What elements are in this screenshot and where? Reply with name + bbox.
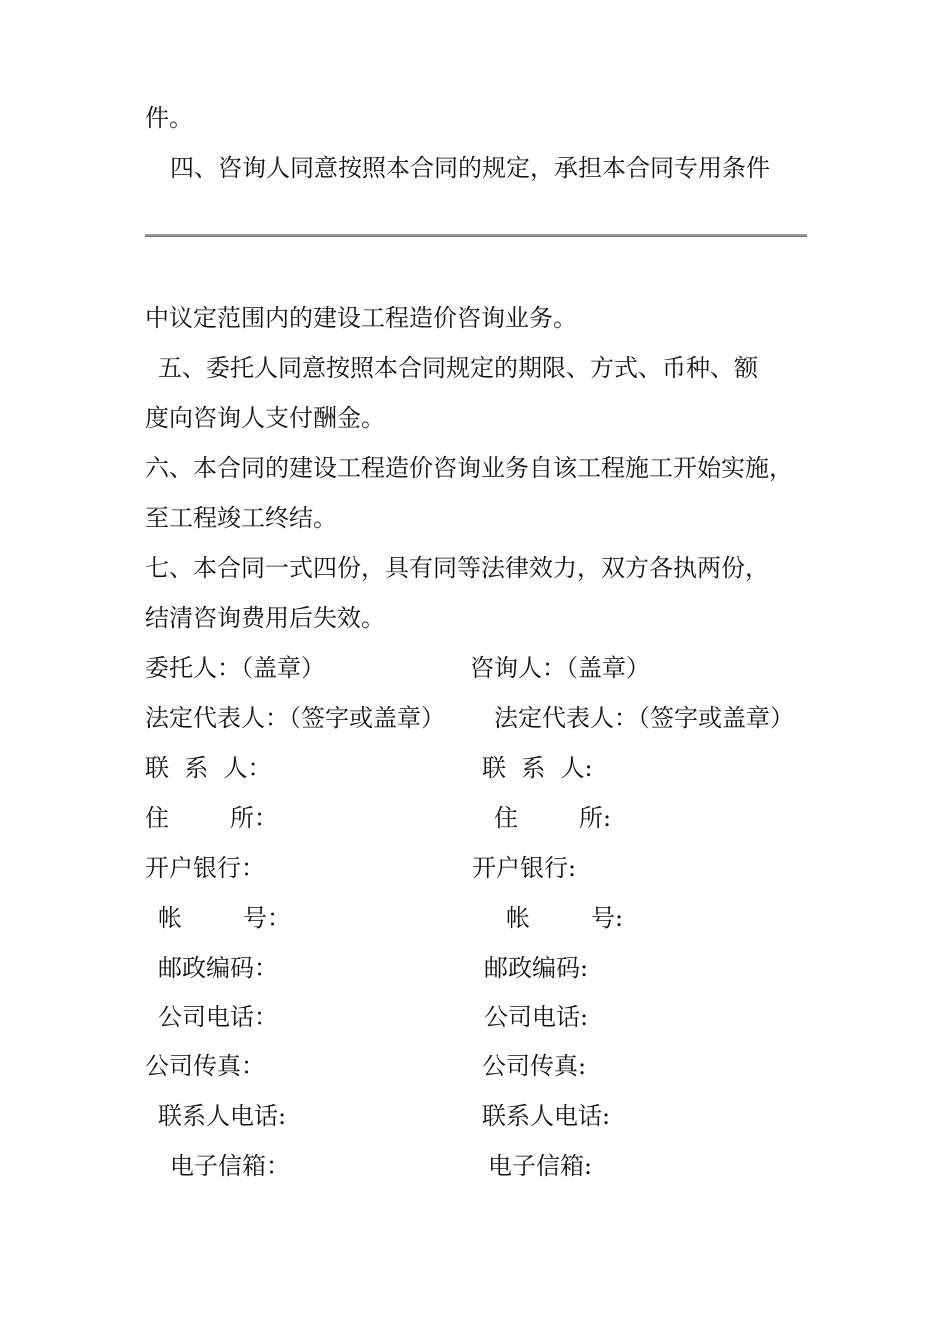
consultant-email-label: 电子信箱: xyxy=(488,1152,593,1180)
clause-7-line-1: 七、本合同一式四份，具有同等法律效力，双方各执两份， xyxy=(145,554,769,582)
clause-6-line-1: 六、本合同的建设工程造价咨询业务自该工程施工开始实施， xyxy=(145,454,793,482)
consultant-bank-label: 开户银行: xyxy=(472,854,577,882)
clause-5-line-1: 五、委托人同意按照本合同规定的期限、方式、币种、额 xyxy=(158,354,758,382)
consultant-phone-label: 公司电话: xyxy=(484,1003,589,1031)
clause-4-line-1: 四、咨询人同意按照本合同的规定，承担本合同专用条件 xyxy=(170,154,770,182)
consultant-account-label: 帐 号: xyxy=(506,904,624,932)
clause-5-line-2: 度向咨询人支付酬金。 xyxy=(145,404,385,432)
consultant-fax-label: 公司传真: xyxy=(482,1052,587,1080)
clause-7-line-2: 结清咨询费用后失效。 xyxy=(145,604,385,632)
clause-6-line-2: 至工程竣工终结。 xyxy=(145,504,337,532)
client-rep-label: 法定代表人：（签字或盖章） xyxy=(145,704,445,732)
client-bank-label: 开户银行： xyxy=(145,854,265,882)
consultant-address-label: 住 所: xyxy=(494,804,612,832)
client-seal-label: 委托人：（盖章） xyxy=(145,654,325,682)
consultant-seal-label: 咨询人：（盖章） xyxy=(470,654,650,682)
consultant-rep-label: 法定代表人：（签字或盖章） xyxy=(494,704,794,732)
client-account-label: 帐 号： xyxy=(158,904,292,932)
client-postcode-label: 邮政编码： xyxy=(158,954,278,982)
clause-4-line-2: 中议定范围内的建设工程造价咨询业务。 xyxy=(145,304,577,332)
client-phone-label: 公司电话： xyxy=(158,1003,278,1031)
client-contact-label: 联 系 人： xyxy=(145,754,272,782)
consultant-postcode-label: 邮政编码: xyxy=(484,954,589,982)
consultant-contact-phone-label: 联系人电话: xyxy=(482,1102,611,1130)
paragraph-tail: 件。 xyxy=(145,104,193,132)
client-email-label: 电子信箱： xyxy=(170,1152,290,1180)
client-contact-phone-label: 联系人电话: xyxy=(158,1102,287,1130)
consultant-contact-label: 联 系 人: xyxy=(482,754,593,782)
client-fax-label: 公司传真： xyxy=(145,1052,265,1080)
page-divider xyxy=(145,234,807,237)
client-address-label: 住 所： xyxy=(145,804,279,832)
